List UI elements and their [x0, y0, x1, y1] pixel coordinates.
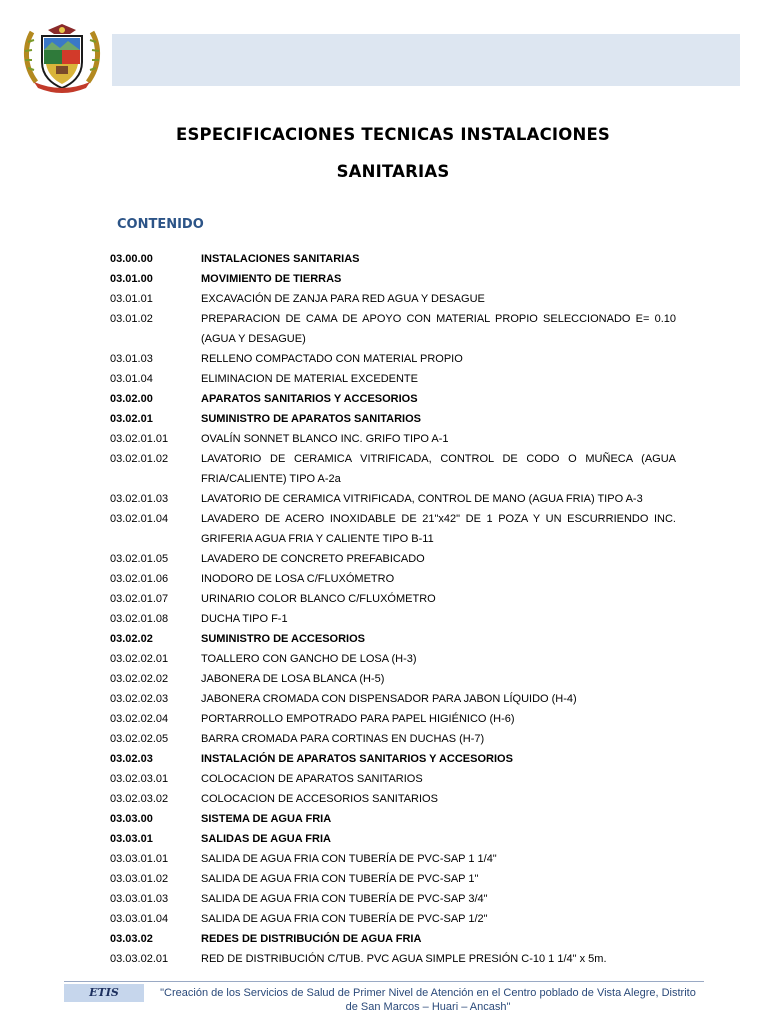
- toc-row: [110, 269, 676, 289]
- toc-code: 03.02.01.02: [110, 453, 169, 465]
- toc-description: SUMINISTRO DE APARATOS SANITARIOS: [201, 413, 422, 425]
- toc-row: [110, 769, 676, 789]
- table-of-contents: [110, 249, 676, 969]
- toc-row: [110, 509, 676, 549]
- toc-description: SISTEMA DE AGUA FRIA: [201, 813, 332, 825]
- toc-row: [110, 369, 676, 389]
- toc-code: 03.02.02.01: [110, 653, 169, 665]
- toc-code: 03.03.01.01: [110, 853, 169, 865]
- toc-row: [110, 589, 676, 609]
- toc-code: 03.02.02.02: [110, 673, 169, 685]
- toc-description: SALIDA DE AGUA FRIA CON TUBERÍA DE PVC-SAP 1": [201, 873, 479, 885]
- toc-row: [110, 749, 676, 769]
- footer-divider: [64, 981, 704, 982]
- toc-description: PORTARROLLO EMPOTRADO PARA PAPEL HIGIÉNICO (H-6): [201, 713, 515, 725]
- toc-row: [110, 309, 676, 349]
- toc-row: [110, 489, 676, 509]
- toc-description: COLOCACION DE ACCESORIOS SANITARIOS: [201, 793, 438, 805]
- toc-row: [110, 389, 676, 409]
- toc-code: 03.01.03: [110, 353, 153, 365]
- toc-row: [110, 709, 676, 729]
- toc-description: LAVATORIO DE CERAMICA VITRIFICADA, CONTROL DE CODO O MUÑECA (AGUA FRIA/CALIENTE) TIPO A-2a: [201, 453, 676, 485]
- toc-row: [110, 249, 676, 269]
- toc-code: 03.02.03.01: [110, 773, 169, 785]
- toc-description: OVALÍN SONNET BLANCO INC. GRIFO TIPO A-1: [201, 433, 449, 445]
- toc-description: SALIDAS DE AGUA FRIA: [201, 833, 331, 845]
- toc-code: 03.02.02.03: [110, 693, 169, 705]
- toc-description: JABONERA CROMADA CON DISPENSADOR PARA JABON LÍQUIDO (H-4): [201, 693, 577, 705]
- toc-code: 03.01.02: [110, 313, 153, 325]
- toc-row: [110, 609, 676, 629]
- toc-code: 03.02.03: [110, 753, 153, 765]
- toc-row: [110, 869, 676, 889]
- toc-description: TOALLERO CON GANCHO DE LOSA (H-3): [201, 653, 417, 665]
- toc-description: RED DE DISTRIBUCIÓN C/TUB. PVC AGUA SIMPLE PRESIÓN C-10 1 1/4" x 5m.: [201, 953, 607, 965]
- toc-description: LAVATORIO DE CERAMICA VITRIFICADA, CONTROL DE MANO (AGUA FRIA) TIPO A-3: [201, 493, 643, 505]
- toc-description: SUMINISTRO DE ACCESORIOS: [201, 633, 365, 645]
- toc-code: 03.03.02.01: [110, 953, 169, 965]
- toc-description: INODORO DE LOSA C/FLUXÓMETRO: [201, 573, 395, 585]
- toc-code: 03.02.01.06: [110, 573, 169, 585]
- toc-description: LAVADERO DE CONCRETO PREFABICADO: [201, 553, 425, 565]
- toc-row: [110, 569, 676, 589]
- toc-code: 03.03.01: [110, 833, 153, 845]
- toc-row: [110, 929, 676, 949]
- toc-code: 03.03.00: [110, 813, 153, 825]
- header-band: [112, 34, 740, 86]
- toc-row: [110, 629, 676, 649]
- toc-row: [110, 409, 676, 429]
- toc-code: 03.02.02.05: [110, 733, 169, 745]
- toc-description: RELLENO COMPACTADO CON MATERIAL PROPIO: [201, 353, 463, 365]
- toc-row: [110, 429, 676, 449]
- toc-code: 03.02.01.08: [110, 613, 169, 625]
- toc-row: [110, 889, 676, 909]
- toc-description: JABONERA DE LOSA BLANCA (H-5): [201, 673, 385, 685]
- toc-code: 03.02.01.04: [110, 513, 169, 525]
- toc-description: REDES DE DISTRIBUCIÓN DE AGUA FRIA: [201, 933, 422, 945]
- toc-row: [110, 849, 676, 869]
- toc-row: [110, 829, 676, 849]
- toc-code: 03.02.01: [110, 413, 153, 425]
- toc-code: 03.02.01.07: [110, 593, 169, 605]
- toc-code: 03.02.02.04: [110, 713, 169, 725]
- toc-row: [110, 949, 676, 969]
- toc-code: 03.02.00: [110, 393, 153, 405]
- toc-code: 03.03.01.04: [110, 913, 169, 925]
- toc-description: PREPARACION DE CAMA DE APOYO CON MATERIAL PROPIO SELECCIONADO E= 0.10 (AGUA Y DESAGUE): [201, 313, 676, 345]
- toc-description: SALIDA DE AGUA FRIA CON TUBERÍA DE PVC-SAP 1/2": [201, 913, 488, 925]
- toc-row: [110, 729, 676, 749]
- toc-code: 03.03.02: [110, 933, 153, 945]
- toc-row: [110, 349, 676, 369]
- footer-tag: ETIS: [64, 984, 144, 1002]
- toc-row: [110, 669, 676, 689]
- toc-row: [110, 909, 676, 929]
- toc-row: [110, 649, 676, 669]
- toc-description: APARATOS SANITARIOS Y ACCESORIOS: [201, 393, 418, 405]
- toc-description: INSTALACIÓN DE APARATOS SANITARIOS Y ACCESORIOS: [201, 753, 513, 765]
- toc-description: ELIMINACION DE MATERIAL EXCEDENTE: [201, 373, 418, 385]
- toc-code: 03.03.01.03: [110, 893, 169, 905]
- toc-description: BARRA CROMADA PARA CORTINAS EN DUCHAS (H-7): [201, 733, 485, 745]
- toc-code: 03.02.02: [110, 633, 153, 645]
- toc-description: EXCAVACIÓN DE ZANJA PARA RED AGUA Y DESAGUE: [201, 293, 485, 305]
- toc-code: 03.02.03.02: [110, 793, 169, 805]
- footer-project-title: "Creación de los Servicios de Salud de Primer Nivel de Atención en el Centro poblado de Vista Alegre, Distrito de San Marcos – Huari – Ancash": [160, 987, 696, 1013]
- toc-description: SALIDA DE AGUA FRIA CON TUBERÍA DE PVC-SAP 3/4": [201, 893, 488, 905]
- toc-row: [110, 789, 676, 809]
- toc-row: [110, 809, 676, 829]
- toc-row: [110, 289, 676, 309]
- toc-description: DUCHA TIPO F-1: [201, 613, 288, 625]
- document-title-line2: SANITARIAS: [336, 162, 450, 181]
- toc-code: 03.01.04: [110, 373, 153, 385]
- toc-code: 03.02.01.03: [110, 493, 169, 505]
- toc-row: [110, 549, 676, 569]
- toc-description: SALIDA DE AGUA FRIA CON TUBERÍA DE PVC-SAP 1 1/4": [201, 853, 497, 865]
- toc-description: INSTALACIONES SANITARIAS: [201, 253, 360, 265]
- toc-code: 03.01.00: [110, 273, 153, 285]
- toc-code: 03.00.00: [110, 253, 153, 265]
- toc-row: [110, 449, 676, 489]
- document-title-line1: ESPECIFICACIONES TECNICAS INSTALACIONES: [175, 125, 611, 144]
- toc-code: 03.02.01.01: [110, 433, 169, 445]
- municipal-crest-icon: [20, 22, 104, 94]
- toc-description: URINARIO COLOR BLANCO C/FLUXÓMETRO: [201, 593, 436, 605]
- toc-description: MOVIMIENTO DE TIERRAS: [201, 273, 342, 285]
- toc-code: 03.01.01: [110, 293, 153, 305]
- contents-heading: CONTENIDO: [117, 217, 204, 232]
- toc-row: [110, 689, 676, 709]
- toc-description: COLOCACION DE APARATOS SANITARIOS: [201, 773, 423, 785]
- toc-description: LAVADERO DE ACERO INOXIDABLE DE 21"x42" DE 1 POZA Y UN ESCURRIENDO INC. GRIFERIA AGUA FRIA Y CALIENTE TIPO B-11: [201, 513, 676, 545]
- toc-code: 03.02.01.05: [110, 553, 169, 565]
- toc-code: 03.03.01.02: [110, 873, 169, 885]
